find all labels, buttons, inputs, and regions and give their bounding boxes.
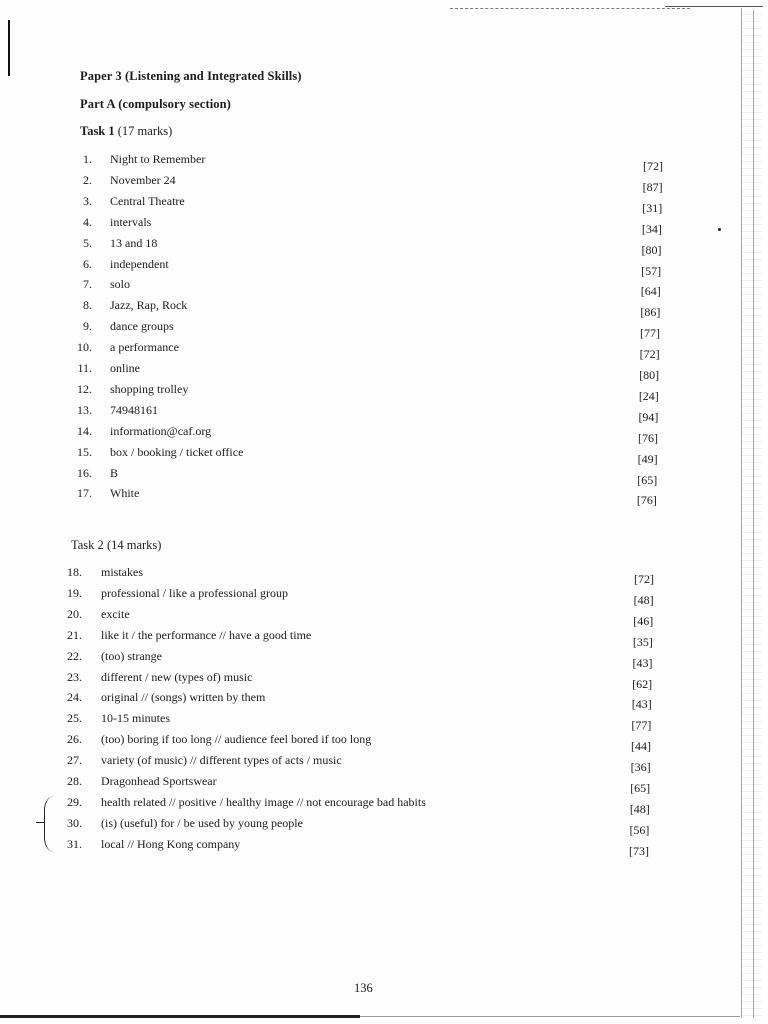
item-score: [94] (638, 409, 659, 424)
answer-row (0, 214, 768, 236)
page-number: 136 (354, 981, 373, 995)
answer-text: dance groups (110, 319, 174, 334)
question-number: 14. (77, 423, 92, 438)
answer-text: Central Theatre (110, 193, 185, 208)
answer-row (0, 297, 768, 320)
answer-row (0, 235, 768, 257)
question-number: 5. (83, 235, 92, 250)
item-score: [64] (640, 284, 661, 299)
answer-row (0, 339, 768, 362)
answer-row (0, 815, 768, 837)
question-number: 10. (77, 340, 92, 355)
answer-row (0, 360, 768, 382)
answer-text: variety (of music) // different types of acts / music (101, 753, 342, 768)
scan-artifact-left-mark (8, 20, 10, 76)
question-number: 16. (77, 465, 92, 480)
item-score: [34] (641, 221, 662, 236)
answer-text: 13 and 18 (110, 235, 158, 250)
question-number: 29. (67, 794, 82, 809)
part-title: Part A (compulsory section) (80, 97, 231, 111)
question-number: 11. (77, 361, 92, 375)
item-score: [77] (639, 326, 660, 341)
item-score: [36] (630, 760, 651, 775)
answer-row (0, 794, 768, 816)
task2-heading (71, 538, 161, 553)
question-number: 20. (67, 606, 82, 621)
question-number: 6. (83, 256, 92, 271)
answer-text: November 24 (110, 172, 176, 187)
item-score: [49] (637, 451, 658, 466)
question-number: 13. (77, 402, 92, 417)
answer-text: White (110, 486, 140, 501)
task1-label: Task 1 (80, 124, 115, 138)
answer-row (0, 606, 768, 628)
answer-row (0, 193, 768, 215)
scan-artifact-top-line (665, 6, 763, 7)
item-score: [46] (633, 613, 654, 628)
answer-text: mistakes (101, 565, 143, 579)
question-number: 21. (67, 627, 82, 642)
item-score: [62] (632, 676, 653, 691)
item-score: [87] (642, 179, 663, 194)
task1-marks: (17 marks) (117, 124, 173, 138)
answer-row (0, 465, 768, 487)
answer-text: like it / the performance // have a good time (101, 627, 312, 642)
answer-text: Night to Remember (110, 152, 206, 166)
question-number: 4. (83, 214, 92, 229)
question-number: 12. (77, 381, 92, 396)
item-score: [43] (631, 697, 652, 712)
task2-label: Task 2 (71, 538, 104, 552)
answer-row (0, 627, 768, 649)
answer-row (0, 773, 768, 795)
answer-row (0, 172, 768, 194)
answer-row (0, 444, 768, 466)
item-score: [72] (643, 159, 663, 173)
task2-marks: (14 marks) (106, 538, 162, 552)
item-score: [24] (638, 388, 659, 403)
question-number: 28. (67, 774, 82, 788)
item-score: [57] (641, 263, 662, 278)
answer-text: box / booking / ticket office (110, 444, 244, 459)
item-score: [44] (630, 739, 651, 754)
answer-text: Dragonhead Sportswear (101, 774, 217, 788)
question-number: 30. (67, 815, 82, 830)
question-number: 31. (67, 836, 82, 851)
answer-text: 10-15 minutes (101, 711, 170, 726)
answer-row (0, 151, 768, 173)
question-number: 3. (83, 193, 92, 208)
question-number: 9. (83, 319, 92, 334)
scan-artifact-bottom-line-thin (360, 1016, 740, 1017)
answer-text: Jazz, Rap, Rock (110, 298, 188, 313)
answer-text: information@caf.org (110, 423, 212, 438)
answer-text: excite (101, 606, 130, 621)
item-score: [35] (632, 634, 653, 649)
answer-row (0, 318, 768, 341)
question-number: 1. (83, 152, 92, 166)
scan-artifact-bottom-line (0, 1015, 360, 1018)
grouping-brace (44, 796, 55, 852)
question-number: 24. (67, 690, 82, 705)
item-score: [72] (639, 347, 660, 362)
answer-text: B (110, 465, 119, 480)
answer-text: a performance (110, 340, 179, 355)
question-number: 26. (67, 732, 82, 747)
answer-row (0, 381, 768, 403)
question-number: 7. (83, 277, 92, 292)
answer-text: different / new (types of) music (101, 669, 253, 684)
question-number: 18. (67, 565, 82, 579)
answer-text: 74948161 (110, 402, 158, 417)
answer-row (0, 731, 768, 754)
scan-artifact-top-dash (450, 8, 690, 10)
answer-row (0, 402, 768, 424)
question-number: 2. (83, 172, 92, 187)
answer-row (0, 836, 768, 858)
item-score: [80] (641, 242, 662, 257)
item-score: [65] (630, 781, 651, 795)
item-score: [73] (629, 843, 650, 858)
item-score: [76] (638, 430, 659, 445)
question-number: 23. (67, 669, 82, 684)
item-score: [77] (631, 718, 652, 733)
answer-row (0, 485, 768, 508)
task1-heading (80, 124, 172, 139)
answer-row (0, 585, 768, 607)
item-score: [31] (642, 200, 663, 215)
item-score: [80] (639, 368, 660, 382)
item-score: [72] (634, 572, 654, 586)
answer-row (0, 256, 768, 278)
item-score: [48] (629, 801, 650, 816)
answer-text: intervals (110, 214, 152, 229)
answer-text: local // Hong Kong company (101, 836, 241, 851)
paper-title: Paper 3 (Listening and Integrated Skills) (80, 69, 302, 83)
answer-text: professional / like a professional group (101, 585, 288, 600)
answer-row (0, 689, 768, 712)
answer-text: (too) strange (101, 648, 162, 663)
answer-text: (too) boring if too long // audience feel bored if too long (101, 732, 372, 747)
answer-text: online (110, 361, 140, 375)
answer-row (0, 276, 768, 299)
item-score: [65] (637, 472, 658, 487)
item-score: [43] (632, 655, 653, 670)
item-score: [76] (636, 493, 657, 508)
answer-row (0, 564, 768, 586)
answer-text: (is) (useful) for / be used by young people (101, 815, 303, 830)
question-number: 22. (67, 648, 82, 663)
question-number: 27. (67, 753, 82, 768)
answer-row (0, 669, 768, 691)
answer-text: shopping trolley (110, 381, 189, 396)
grouping-brace-tip (36, 822, 44, 823)
item-score: [48] (633, 592, 654, 607)
answer-row (0, 752, 768, 775)
item-score: [56] (629, 822, 650, 837)
answer-row (0, 648, 768, 670)
answer-text: solo (110, 277, 131, 292)
answer-row (0, 423, 768, 445)
question-number: 15. (77, 444, 92, 459)
answer-text: health related // positive / healthy image // not encourage bad habits (101, 794, 426, 809)
answer-text: independent (110, 256, 169, 271)
answer-row (0, 710, 768, 733)
item-score: [86] (640, 305, 661, 320)
question-number: 17. (77, 486, 92, 501)
question-number: 25. (67, 711, 82, 726)
question-number: 8. (83, 298, 92, 313)
question-number: 19. (67, 585, 82, 600)
answer-text: original // (songs) written by them (101, 690, 266, 705)
